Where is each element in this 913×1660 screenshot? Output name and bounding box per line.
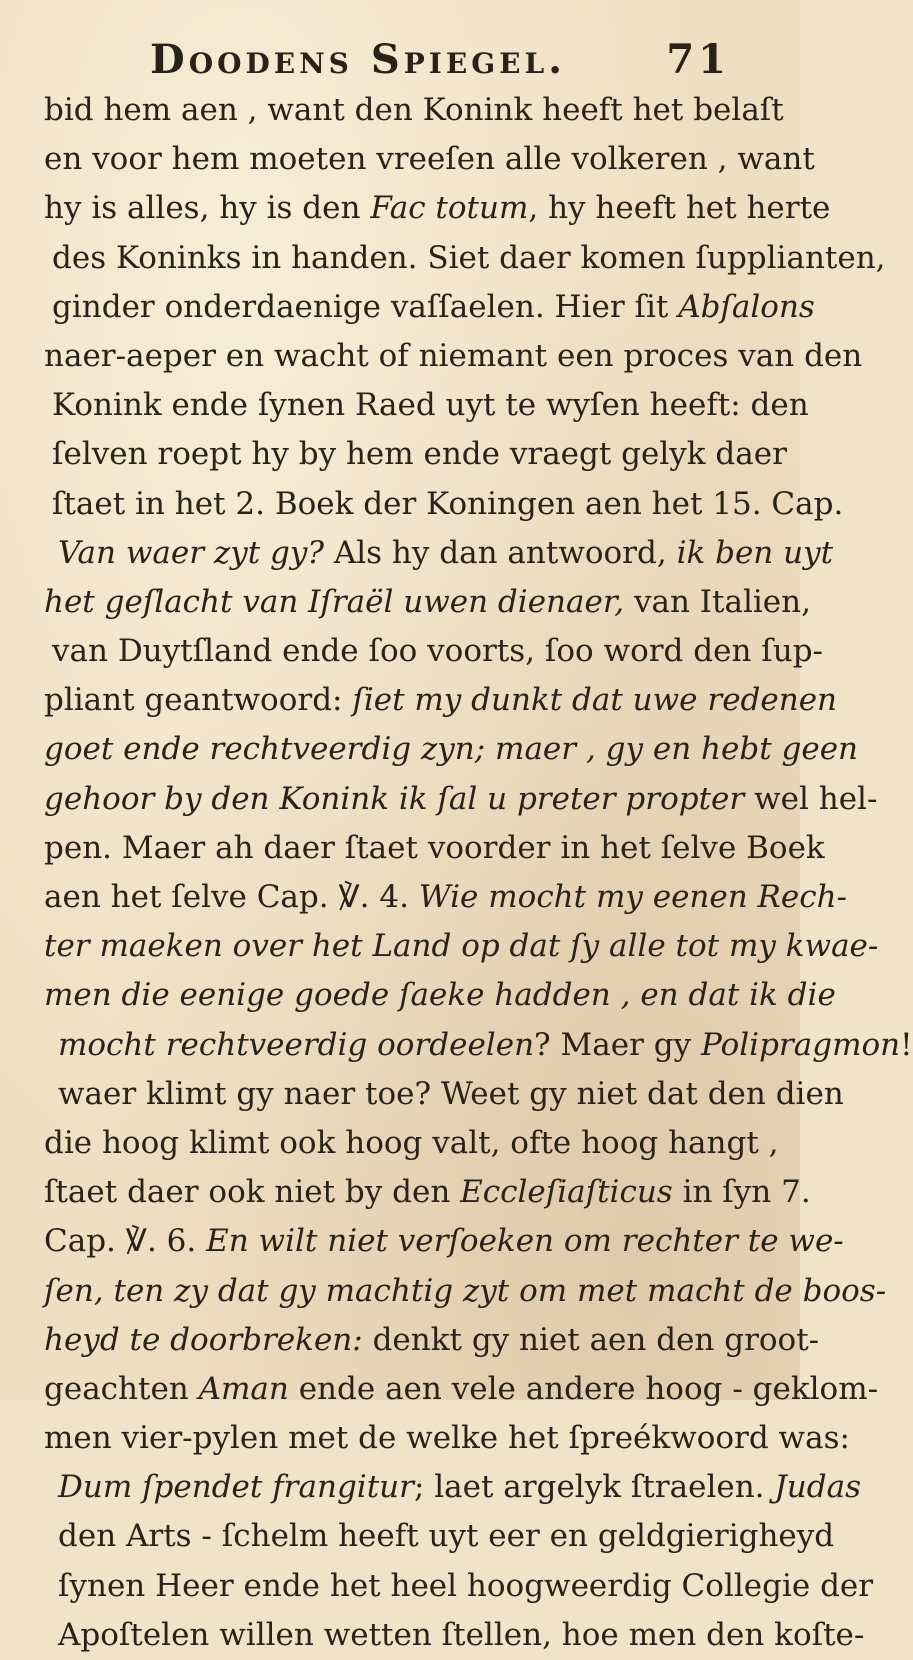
italic-text: ſen, ten zy dat gy machtig zyt om met macht de boos-: [44, 1272, 887, 1309]
roman-text: ſtaet in het 2. Boek der Koningen aen het 15. Cap.: [52, 485, 844, 522]
roman-text: ſelven roept hy by hem ende vraegt gelyk daer: [52, 436, 787, 473]
roman-text: ginder onderdaenige vaſſaelen. Hier ſit: [52, 288, 679, 325]
running-header: [150, 36, 730, 88]
roman-text: Konink ende ſynen Raed uyt te wyſen heeft: den: [52, 387, 809, 424]
italic-text: gehoor by den Konink ik ſal u preter propter: [44, 780, 745, 817]
italic-text: Abſalons: [678, 288, 815, 325]
roman-text: naer-aeper en wacht of niemant een proces van den: [44, 337, 863, 374]
roman-text: denkt gy niet aen den groot-: [362, 1321, 820, 1358]
text-line: [44, 775, 878, 824]
roman-text: ende aen vele andere hoog - geklom-: [288, 1370, 879, 1407]
italic-text: het geſlacht van Iſraël uwen dienaer,: [44, 583, 625, 620]
text-line: [44, 1414, 850, 1463]
page-number: 71: [666, 36, 730, 83]
roman-text: geachten: [44, 1370, 199, 1407]
text-line: [44, 971, 836, 1020]
text-line: [44, 578, 811, 627]
roman-text: men vier-pylen met de welke het ſpreékwoord was:: [44, 1420, 850, 1457]
roman-text: bid hem aen , want den Konink heeft het belaſt: [44, 92, 784, 128]
text-line: [44, 1365, 879, 1414]
text-line: [44, 381, 809, 430]
roman-text: Cap. ℣. 6.: [44, 1223, 207, 1260]
running-title: Doodens Spiegel.: [150, 36, 567, 83]
roman-text: en voor hem moeten vreeſen alle volkeren , want: [44, 141, 815, 178]
text-line: [44, 480, 844, 529]
roman-text: van Duytſland ende ſoo voorts, ſoo word den ſup-: [52, 633, 824, 670]
roman-text: pen. Maer ah daer ſtaet voorder in het ſelve Boek: [44, 829, 825, 866]
italic-text: Van waer zyt gy?: [58, 534, 325, 571]
text-line: [44, 184, 831, 233]
text-line: [44, 873, 848, 922]
text-line: [44, 332, 863, 381]
italic-text: Fac totum: [370, 190, 529, 227]
roman-text: waer klimt gy naer toe? Weet gy niet dat den dien: [58, 1075, 844, 1112]
roman-text: Als hy dan antwoord,: [324, 534, 677, 571]
text-line: [44, 234, 886, 283]
roman-text: ; laet argelyk ſtraelen.: [413, 1469, 775, 1506]
body-text: [44, 86, 913, 1660]
italic-text: mocht rechtveerdig oordeelen: [58, 1026, 535, 1063]
italic-text: ſiet my dunkt dat uwe redenen: [352, 682, 838, 719]
text-line: [44, 1217, 844, 1266]
text-line: [44, 1021, 913, 1070]
roman-text: pliant geantwoord:: [44, 682, 353, 719]
text-line: [44, 1070, 844, 1119]
text-line: [44, 1316, 820, 1365]
italic-text: Eccleſiaſticus: [460, 1174, 673, 1211]
roman-text: hy is alles, hy is den: [44, 190, 371, 227]
roman-text: !: [900, 1026, 913, 1063]
text-line: [44, 824, 825, 873]
roman-text: ſtaet daer ook niet by den: [44, 1174, 461, 1211]
italic-text: ik ben uyt: [676, 534, 834, 571]
italic-text: Dum ſpendet frangitur: [58, 1469, 414, 1506]
text-line: [44, 1267, 887, 1316]
text-line: [44, 135, 815, 184]
roman-text: des Koninks in handen. Siet daer komen ſupplianten,: [52, 239, 886, 276]
text-line: [44, 1512, 835, 1561]
text-line: [44, 1611, 865, 1660]
text-line: [44, 725, 859, 774]
roman-text: in ſyn 7.: [672, 1174, 811, 1211]
text-line: [44, 1119, 784, 1168]
text-line: [44, 1463, 862, 1512]
roman-text: den Arts - ſchelm heeft uyt eer en geldgierigheyd: [58, 1518, 835, 1555]
roman-text: van Italien,: [624, 583, 811, 620]
roman-text: ſynen Heer ende het heel hoogweerdig Collegie der: [58, 1567, 874, 1604]
roman-text: wel hel-: [744, 780, 878, 817]
text-line: [44, 430, 787, 479]
roman-text: aen het ſelve Cap. ℣. 4.: [44, 879, 419, 915]
text-line: [44, 86, 784, 135]
italic-text: Wie mocht my eenen Rech-: [418, 879, 848, 915]
italic-text: ter maeken over het Land op dat ſy alle tot my kwae-: [44, 928, 879, 965]
italic-text: heyd te doorbreken:: [44, 1321, 363, 1358]
italic-text: Judas: [774, 1469, 862, 1506]
text-line: [44, 283, 815, 332]
text-line: [44, 529, 834, 578]
roman-text: Apoſtelen willen wetten ſtellen, hoe men den koſte-: [58, 1616, 865, 1653]
roman-text: ? Maer gy: [534, 1026, 701, 1063]
italic-text: En wilt niet verſoeken om rechter te we-: [206, 1223, 844, 1260]
text-line: [44, 627, 824, 676]
roman-text: die hoog klimt ook hoog valt, ofte hoog hangt ,: [44, 1124, 779, 1161]
italic-text: goet ende rechtveerdig zyn; maer , gy en hebt geen: [44, 731, 859, 768]
text-line: [44, 1168, 811, 1217]
italic-text: Polipragmon: [700, 1026, 901, 1063]
italic-text: men die eenige goede ſaeke hadden , en dat ik die: [44, 977, 836, 1014]
text-line: [44, 1562, 874, 1611]
text-line: [44, 676, 838, 725]
roman-text: , hy heeft het herte: [528, 190, 831, 227]
italic-text: Aman: [198, 1370, 289, 1407]
text-line: [44, 922, 879, 971]
